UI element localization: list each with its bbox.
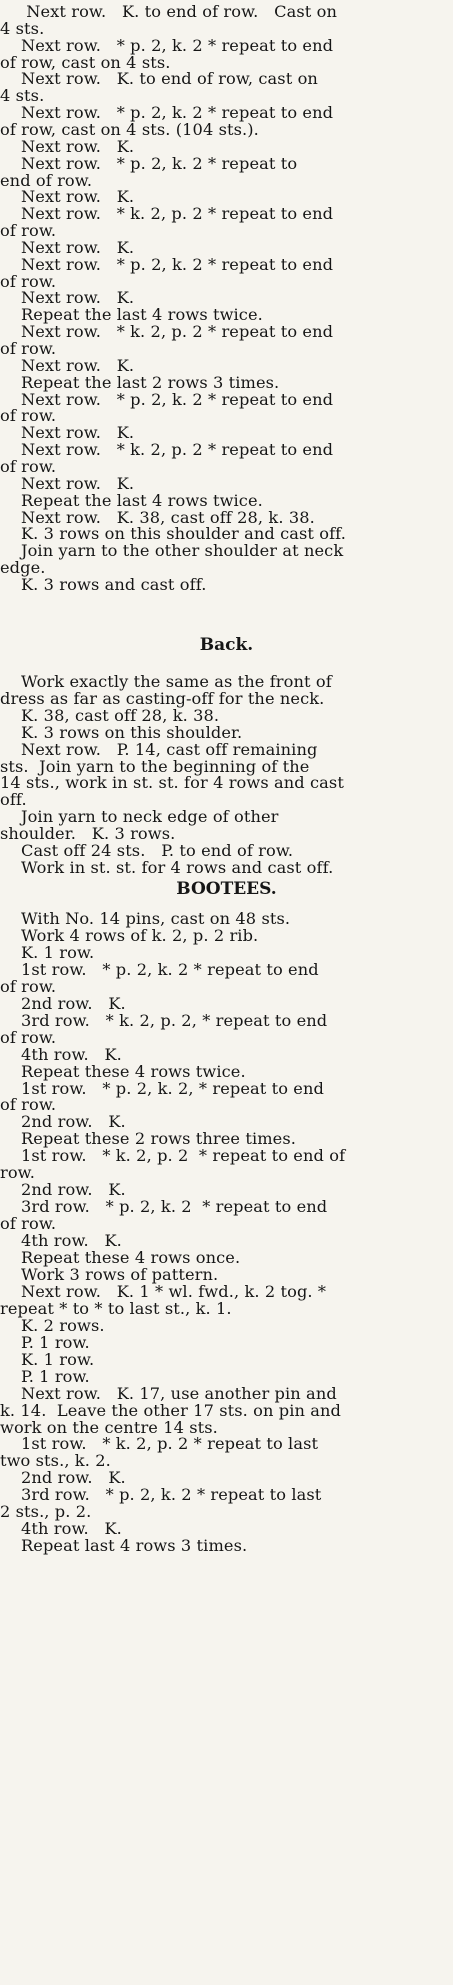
text-line: sts. Join yarn to the beginning of the [0, 756, 310, 776]
text-line: of row, cast on 4 sts. [0, 52, 171, 72]
text-line: 4 sts. [0, 86, 45, 106]
text-line: Join yarn to neck edge of other [0, 807, 279, 827]
text-line: 1st row. * k. 2, p. 2 * repeat to last [0, 1434, 319, 1454]
text-line: end of row. [0, 170, 93, 190]
text-line: 2nd row. K. [0, 1468, 126, 1488]
text-line: of row. [0, 1027, 57, 1047]
text-line: of row. [0, 456, 57, 476]
text-line: Next row. K. [0, 237, 135, 257]
text-line: Work 3 rows of pattern. [0, 1264, 219, 1284]
text-line: repeat * to * to last st., k. 1. [0, 1298, 232, 1318]
text-line: Next row. K. [0, 355, 135, 375]
text-line: K. 1 row. [0, 942, 95, 962]
text-line: 4th row. K. [0, 1044, 122, 1064]
text-line: 1st row. * p. 2, k. 2 * repeat to end [0, 959, 319, 979]
text-line: Repeat the last 2 rows 3 times. [0, 372, 280, 392]
text-line: Next row. K. to end of row, cast on [0, 69, 318, 89]
text-line: P. 1 row. [0, 1366, 90, 1386]
text-line: 14 sts., work in st. st. for 4 rows and cast [0, 773, 344, 793]
text-line: of row. [0, 406, 57, 426]
text-line: Repeat the last 4 rows twice. [0, 305, 263, 325]
text-line: Next row. P. 14, cast off remaining [0, 739, 318, 759]
text-line: 3rd row. * k. 2, p. 2, * repeat to end [0, 1010, 328, 1030]
text-line: Repeat the last 4 rows twice. [0, 490, 263, 510]
text-line: 2nd row. K. [0, 1112, 126, 1132]
text-line: Next row. K. [0, 288, 135, 308]
text-line: Work exactly the same as the front of [0, 672, 332, 691]
text-line: Next row. * p. 2, k. 2 * repeat to [0, 153, 298, 173]
text-line: 4th row. K. [0, 1231, 122, 1251]
text-line: Next row. K. 1 * wl. fwd., k. 2 tog. * [0, 1281, 327, 1301]
text-line: Next row. K. [0, 136, 135, 156]
text-line: 2 sts., p. 2. [0, 1502, 92, 1522]
text-line: Next row. * k. 2, p. 2 * repeat to end [0, 440, 334, 460]
text-line: K. 3 rows and cast off. [0, 574, 207, 594]
text-line: work on the centre 14 sts. [0, 1417, 218, 1437]
text-line: Next row. K. [0, 423, 135, 443]
text-line: Next row. * p. 2, k. 2 * repeat to end [0, 254, 334, 274]
text-line: Next row. * p. 2, k. 2 * repeat to end [0, 35, 334, 55]
text-line: 1st row. * k. 2, p. 2 * repeat to end of [0, 1146, 346, 1166]
back-heading: Back. [199, 635, 254, 655]
text-line: Cast off 24 sts. P. to end of row. [0, 841, 294, 860]
text-line: Join yarn to the other shoulder at neck [0, 541, 344, 561]
text-line: K. 2 rows. [0, 1315, 105, 1335]
text-line: 3rd row. * p. 2, k. 2 * repeat to end [0, 1197, 328, 1217]
text-line: K. 1 row. [0, 1349, 95, 1369]
text-line: Next row. K. 38, cast off 28, k. 38. [0, 507, 315, 527]
text-line: of row. [0, 271, 57, 291]
text-line: K. 3 rows on this shoulder. [0, 722, 243, 742]
text-line: K. 38, cast off 28, k. 38. [0, 705, 220, 725]
text-line: of row. [0, 976, 57, 996]
text-line: of row. [0, 1214, 57, 1234]
text-line: 2nd row. K. [0, 993, 126, 1013]
text-line: edge. [0, 558, 46, 578]
text-line: Repeat last 4 rows 3 times. [0, 1536, 248, 1556]
text-line: 4th row. K. [0, 1519, 122, 1539]
text-line: Next row. K. [0, 187, 135, 207]
text-line: Next row. K. to end of row. Cast on [0, 2, 337, 21]
text-line: K. 3 rows on this shoulder and cast off. [0, 524, 346, 544]
text-line: With No. 14 pins, cast on 48 sts. [0, 909, 291, 928]
text-line: Work in st. st. for 4 rows and cast off. [0, 857, 334, 877]
text-line: of row. [0, 221, 57, 241]
text-line: k. 14. Leave the other 17 sts. on pin and [0, 1400, 341, 1420]
text-line: row. [0, 1163, 35, 1183]
text-line: 4 sts. [0, 18, 45, 38]
text-line: of row, cast on 4 sts. (104 sts.). [0, 119, 259, 139]
text-line: of row. [0, 1095, 57, 1115]
text-line: Work 4 rows of k. 2, p. 2 rib. [0, 925, 259, 945]
text-line: Repeat these 4 rows once. [0, 1248, 241, 1267]
text-line: Next row. K. 17, use another pin and [0, 1383, 337, 1403]
bootees-heading: BOOTEES. [176, 879, 277, 899]
text-line: 1st row. * p. 2, k. 2, * repeat to end [0, 1078, 324, 1098]
text-line: off. [0, 790, 27, 810]
text-line: Next row. * p. 2, k. 2 * repeat to end [0, 389, 334, 409]
text-line: shoulder. K. 3 rows. [0, 824, 176, 844]
text-line: 3rd row. * p. 2, k. 2 * repeat to last [0, 1485, 322, 1505]
text-line: two sts., k. 2. [0, 1451, 111, 1471]
text-line: Repeat these 4 rows twice. [0, 1061, 246, 1081]
text-line: Next row. * k. 2, p. 2 * repeat to end [0, 322, 334, 342]
text-line: Repeat these 2 rows three times. [0, 1129, 297, 1149]
text-line: Next row. * p. 2, k. 2 * repeat to end [0, 103, 334, 123]
text-line: P. 1 row. [0, 1332, 90, 1352]
text-line: of row. [0, 339, 57, 358]
text-line: Next row. K. [0, 473, 135, 493]
text-line: 2nd row. K. [0, 1180, 126, 1200]
text-line: Next row. * k. 2, p. 2 * repeat to end [0, 204, 334, 224]
text-line: dress as far as casting-off for the neck. [0, 688, 325, 708]
